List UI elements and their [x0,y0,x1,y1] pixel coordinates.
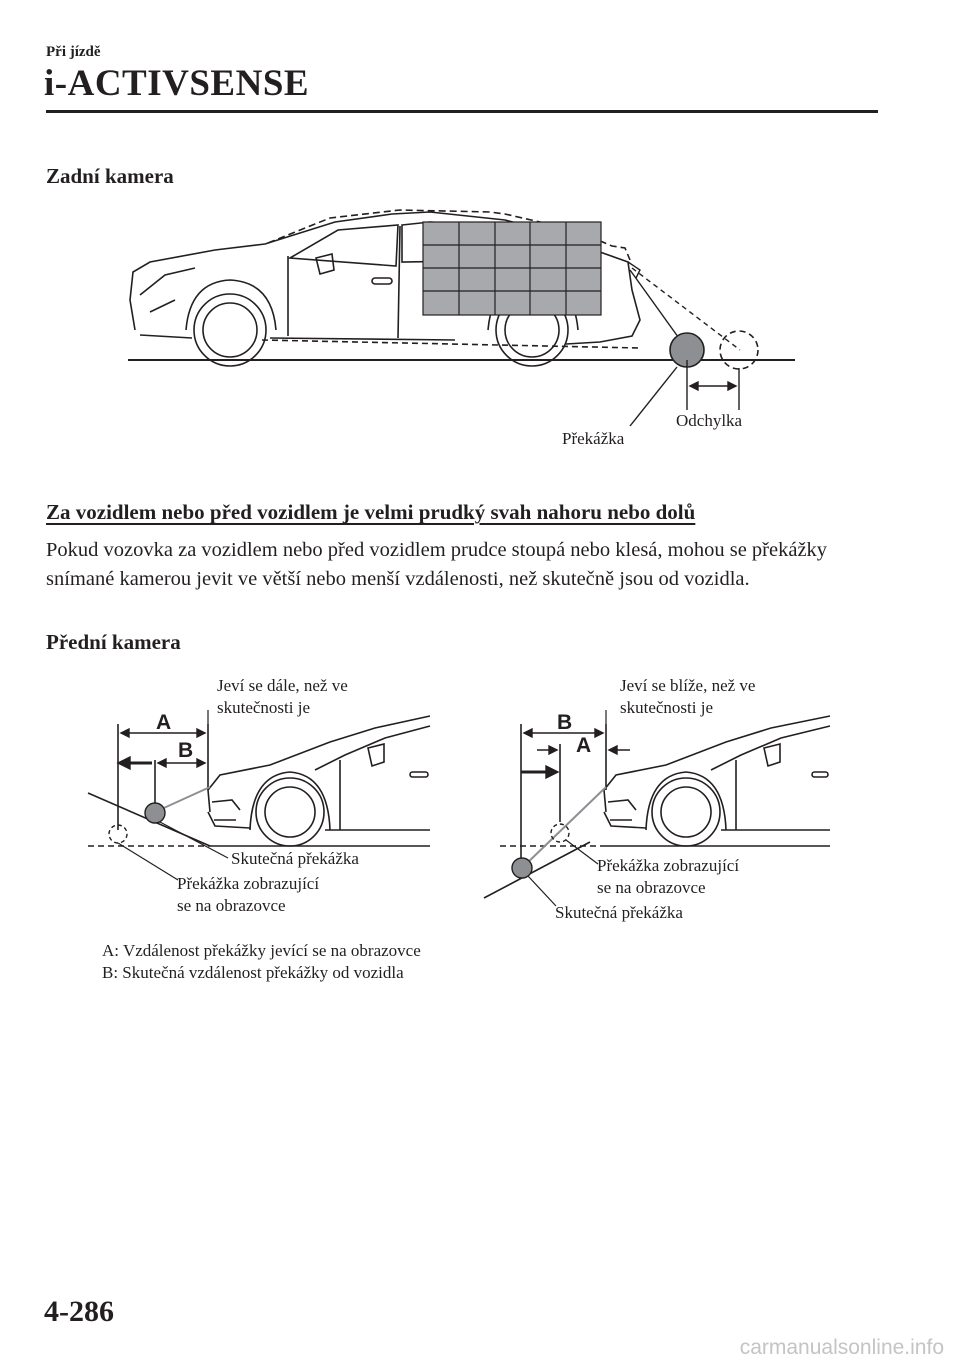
left-marker-b: B [178,739,194,762]
right-displayed-obstacle [551,824,569,842]
left-real-obstacle [145,803,165,823]
right-displayed-line1: Překážka zobrazující [597,856,740,875]
page-title: i-ACTIVSENSE [44,63,310,104]
right-caption-line2: skutečnosti je [620,698,714,717]
breadcrumb: Při jízdě [46,44,101,60]
obstacle-label: Překážka [562,429,625,448]
right-real-obstacle [512,858,532,878]
right-displayed-line2: se na obrazovce [597,878,706,897]
left-displayed-line2: se na obrazovce [177,896,286,915]
left-caption-line1: Jeví se dále, než ve [217,676,348,695]
watermark: carmanualsonline.info [739,1336,944,1359]
legend-a: A: Vzdálenost překážky jevící se na obrazovce [102,941,421,960]
left-slope-diagram [88,716,430,846]
right-marker-b: B [557,711,573,734]
rear-camera-heading: Zadní kamera [46,164,174,188]
page-number: 4-286 [44,1295,114,1328]
left-displayed-line1: Překážka zobrazující [177,874,320,893]
left-marker-a: A [156,711,172,734]
slope-subheading: Za vozidlem nebo před vozidlem je velmi prudký svah nahoru nebo dolů [46,500,696,524]
right-caption-line1: Jeví se blíže, než ve [620,676,756,695]
front-camera-heading: Přední kamera [46,630,181,654]
legend-b: B: Skutečná vzdálenost překážky od vozidla [102,963,404,982]
slope-body-text: Pokud vozovka za vozidlem nebo před vozidlem prudce stoupá nebo klesá, mohou se překážky snímané kamerou jevit ve větší nebo menší vzdálenosti, než skutečně jsou od vozidla. [46,539,828,590]
right-marker-a: A [576,734,592,757]
deviation-label: Odchylka [676,411,743,430]
right-actual-obstacle-label: Skutečná překážka [555,903,683,922]
left-actual-obstacle-label: Skutečná překážka [231,849,359,868]
left-caption-line2: skutečnosti je [217,698,311,717]
